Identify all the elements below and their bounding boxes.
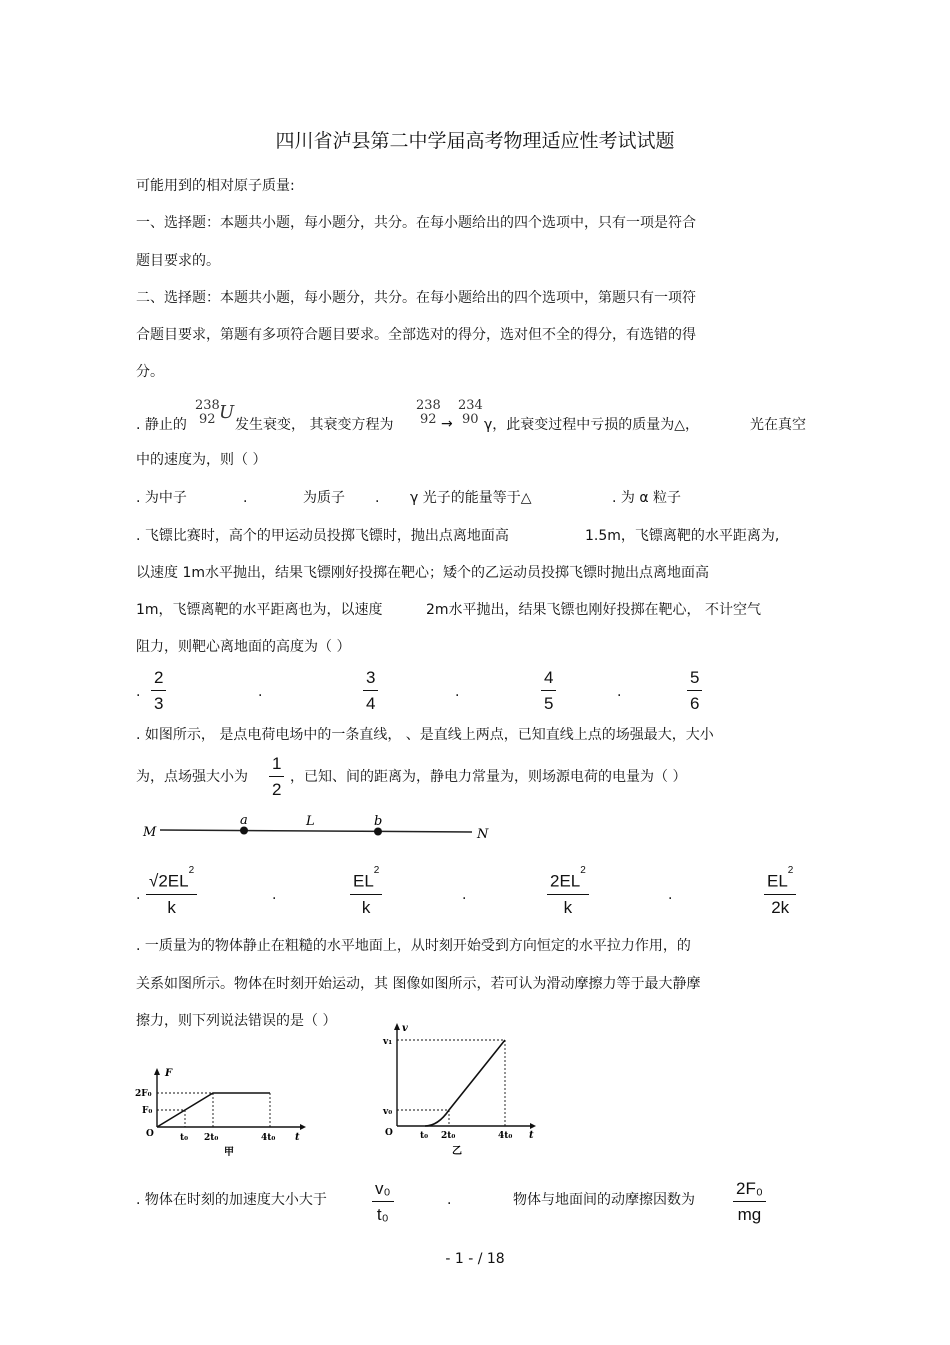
q2-a-denominator: 3	[154, 694, 164, 713]
vt-caption: 乙	[452, 1146, 462, 1157]
q4-line2: 关系如图所示。物体在时刻开始运动，其 图像如图所示，若可认为滑动摩擦力等于最大静摩	[136, 976, 701, 992]
q3-half-denominator: 2	[272, 780, 282, 799]
q1-option-a: . 为中子	[136, 490, 187, 506]
vt-v-label: v	[402, 1023, 408, 1034]
q4-option-b-dot: .	[447, 1192, 452, 1208]
q2-b-numerator: 3	[363, 669, 378, 691]
q1-post: γ，此衰变过程中亏损的质量为△，	[484, 417, 700, 433]
q4-line3: 擦力，则下列说法错误的是（ ）	[136, 1013, 337, 1029]
q2-line1a: . 飞镖比赛时，高个的甲运动员投掷飞镖时，抛出点离地面高	[136, 528, 509, 544]
label-a: a	[240, 813, 248, 828]
q2-line4: 阻力，则靶心离地面的高度为（ ）	[136, 639, 351, 655]
q2-d-denominator: 6	[690, 694, 700, 713]
q4-b-denominator: mg	[737, 1205, 762, 1224]
vt-curve	[425, 1040, 505, 1126]
q2-a-numerator: 2	[151, 669, 166, 691]
vt-t0-label: t₀	[420, 1131, 429, 1141]
q2-option-a-dot: .	[136, 684, 141, 700]
q2-option-b-dot: .	[258, 684, 263, 700]
vt-v1-label: v₁	[383, 1037, 393, 1047]
q1-u-symbol: U	[219, 402, 235, 423]
label-N: N	[477, 827, 489, 842]
q2-option-d-dot: .	[617, 684, 622, 700]
q3-option-b-dot: .	[272, 887, 277, 903]
label-M: M	[143, 825, 157, 840]
ft-F-label: F	[165, 1068, 173, 1079]
q2-option-c-fraction	[541, 669, 556, 713]
q3-d-numerator: EL	[767, 871, 788, 891]
q1-line2: 中的速度为，则（ ）	[136, 452, 267, 468]
label-L: L	[306, 814, 315, 829]
vt-2t0-label: 2t₀	[441, 1131, 456, 1141]
q3-option-a-dot: .	[136, 887, 141, 903]
ft-caption: 甲	[224, 1147, 234, 1158]
q3-half-fraction	[269, 755, 284, 799]
ft-t0-label: t₀	[180, 1133, 189, 1143]
q3-option-d-dot: .	[668, 887, 673, 903]
q2-line3a: 1m，飞镖离靶的水平距离也为，以速度	[136, 602, 383, 618]
ft-origin-label: O	[146, 1129, 154, 1139]
q2-line1b: 1.5m，飞镖离靶的水平距离为,	[585, 528, 780, 544]
page-number: - 1 - / 18	[445, 1251, 505, 1267]
ft-4t0-label: 4t₀	[261, 1133, 276, 1143]
q3-option-c-dot: .	[462, 887, 467, 903]
q1-iso-a-top: 238	[416, 398, 441, 413]
q3-a-exponent: 2	[188, 865, 195, 876]
q3-a-numerator: √2EL	[149, 871, 189, 891]
q3-b-exponent: 2	[373, 865, 380, 876]
ft-y-arrow-icon	[154, 1068, 160, 1075]
section1-line1: 一、选择题：本题共小题，每小题分，共分。在每小题给出的四个选项中，只有一项是符合	[136, 215, 696, 231]
q2-option-c-dot: .	[455, 684, 460, 700]
q1-iso-a-bot: 92	[420, 412, 437, 427]
q4-option-a-fraction	[372, 1180, 394, 1224]
q2-d-numerator: 5	[687, 669, 702, 691]
q2-b-denominator: 4	[366, 694, 376, 713]
q4-option-b-fraction	[733, 1180, 766, 1224]
q4-option-a: . 物体在时刻的加速度大小大于	[136, 1192, 327, 1208]
q3-option-d-fraction	[764, 865, 796, 917]
q3-option-a-fraction	[146, 865, 197, 917]
q3-c-numerator: 2EL	[550, 871, 581, 891]
q3-d-exponent: 2	[787, 865, 794, 876]
q2-c-denominator: 5	[544, 694, 554, 713]
q3-b-numerator: EL	[353, 871, 374, 891]
q1-option-b-dot: .	[243, 490, 248, 506]
q1-iso-b-bot: 90	[462, 412, 479, 427]
atomic-mass-line: 可能用到的相对原子质量:	[136, 178, 295, 194]
document-title: 四川省泸县第二中学届高考物理适应性考试试题	[275, 130, 675, 152]
q1-iso-b-top: 234	[458, 398, 483, 413]
q3-option-c-fraction	[547, 865, 589, 917]
mn-line	[160, 830, 472, 832]
vt-origin-label: O	[385, 1128, 393, 1138]
q2-line3b: 2m水平抛出，结果飞镖也刚好投掷在靶心， 不计空气	[426, 602, 761, 618]
q1-u-atomic-number: 92	[199, 412, 216, 427]
section2-line2: 合题目要求，第题有多项符合题目要求。全部选对的得分，选对但不全的得分，有选错的得	[136, 327, 696, 343]
vt-y-arrow-icon	[394, 1023, 400, 1030]
q3-line2b: ，已知、间的距离为，静电力常量为，则场源电荷的电量为（ ）	[290, 769, 687, 785]
vt-v0-label: v₀	[383, 1107, 393, 1117]
q3-half-numerator: 1	[269, 755, 284, 777]
q3-line1: . 如图所示， 是点电荷电场中的一条直线， 、是直线上两点，已知直线上点的场强最大，大小	[136, 727, 714, 743]
section2-line3: 分。	[136, 364, 164, 380]
section2-line1: 二、选择题：本题共小题，每小题分，共分。在每小题给出的四个选项中，第题只有一项符	[136, 290, 696, 306]
graph-force-time	[132, 1062, 312, 1162]
ft-2F0-label: 2F₀	[135, 1089, 152, 1099]
ft-2t0-label: 2t₀	[204, 1133, 219, 1143]
ft-x-arrow-icon	[300, 1124, 306, 1130]
q3-line-figure	[140, 812, 500, 844]
ft-t-axis-label: t	[295, 1132, 300, 1143]
label-b: b	[374, 814, 383, 829]
ft-F0-label: F₀	[142, 1106, 153, 1116]
q2-option-b-fraction	[363, 669, 378, 713]
q3-d-denominator: 2k	[771, 897, 790, 917]
q1-arrow: →	[441, 416, 453, 432]
q4-b-numerator: 2F₀	[733, 1180, 766, 1202]
q1-middle: 发生衰变， 其衰变方程为	[235, 417, 394, 433]
q4-line1: . 一质量为的物体静止在粗糙的水平地面上，从时刻开始受到方向恒定的水平拉力作用，的	[136, 938, 691, 954]
vt-x-arrow-icon	[530, 1123, 536, 1129]
q1-u-mass-number: 238	[195, 398, 220, 413]
q2-line2: 以速度 1m水平抛出，结果飞镖刚好投掷在靶心；矮个的乙运动员投掷飞镖时抛出点离地面高	[136, 565, 709, 581]
q1-option-c-dot: .	[375, 490, 380, 506]
q3-b-denominator: k	[361, 897, 371, 917]
vt-t-axis-label: t	[529, 1130, 534, 1141]
graph-velocity-time	[378, 1017, 548, 1157]
section1-line2: 题目要求的。	[136, 253, 220, 269]
q1-prefix: . 静止的	[136, 417, 187, 433]
q4-a-numerator: v₀	[372, 1180, 394, 1202]
q4-a-denominator: t₀	[376, 1205, 389, 1224]
q3-line2a: 为，点场强大小为	[136, 769, 248, 785]
q1-option-c: γ 光子的能量等于△	[410, 490, 532, 506]
q1-option-d: . 为 α 粒子	[612, 490, 682, 506]
q4-option-b: 物体与地面间的动摩擦因数为	[513, 1192, 695, 1208]
q3-option-b-fraction	[350, 865, 382, 917]
q2-option-a-fraction	[151, 669, 166, 713]
q2-c-numerator: 4	[541, 669, 556, 691]
q3-c-exponent: 2	[580, 865, 586, 876]
q1-light-speed: 光在真空	[750, 417, 806, 433]
vt-4t0-label: 4t₀	[498, 1131, 513, 1141]
q2-option-d-fraction	[687, 669, 702, 713]
q3-c-denominator: k	[563, 897, 573, 917]
q1-option-b: 为质子	[303, 490, 345, 506]
q3-a-denominator: k	[167, 897, 176, 917]
